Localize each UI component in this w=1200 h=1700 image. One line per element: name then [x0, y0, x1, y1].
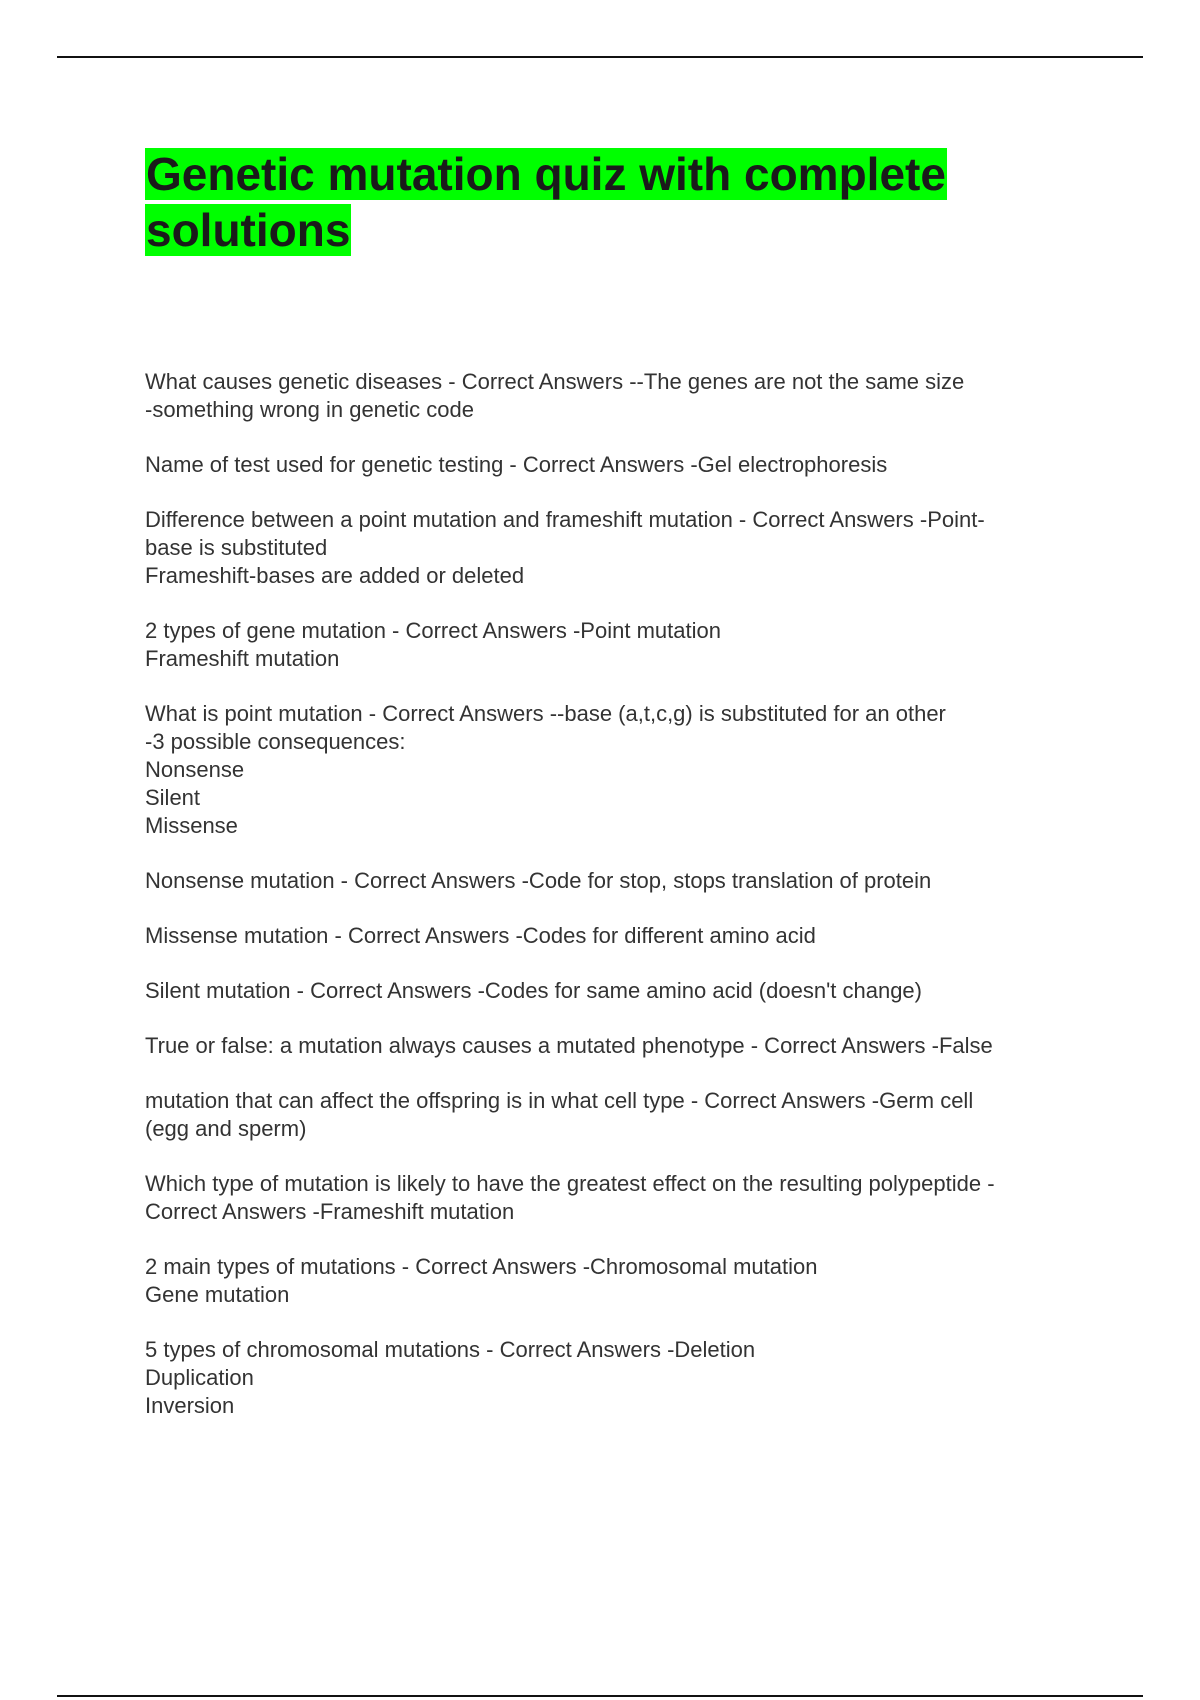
qa-item [145, 617, 1085, 673]
qa-list [145, 368, 1085, 1447]
qa-line: Correct Answers -Frameshift mutation [145, 1199, 515, 1224]
qa-line: 2 types of gene mutation - Correct Answers -Point mutation [145, 618, 721, 643]
qa-line: Inversion [145, 1393, 235, 1418]
qa-line: Frameshift-bases are added or deleted [145, 563, 525, 588]
qa-line: Nonsense [145, 757, 245, 782]
qa-line: base is substituted [145, 535, 328, 560]
qa-line: -3 possible consequences: [145, 729, 406, 754]
qa-item [145, 700, 1085, 840]
qa-item [145, 1253, 1085, 1309]
qa-line: Missense mutation - Correct Answers -Codes for different amino acid [145, 923, 816, 948]
qa-line: -something wrong in genetic code [145, 397, 474, 422]
qa-item [145, 1032, 1085, 1060]
qa-line: Difference between a point mutation and frameshift mutation - Correct Answers -Point- [145, 507, 985, 532]
qa-item [145, 867, 1085, 895]
qa-item [145, 922, 1085, 950]
qa-line: True or false: a mutation always causes a mutated phenotype - Correct Answers -False [145, 1033, 993, 1058]
qa-item [145, 977, 1085, 1005]
qa-item [145, 451, 1085, 479]
header-rule [57, 56, 1143, 58]
qa-item [145, 368, 1085, 424]
qa-line: Missense [145, 813, 238, 838]
qa-line: 5 types of chromosomal mutations - Correct Answers -Deletion [145, 1337, 756, 1362]
qa-item [145, 1087, 1085, 1143]
qa-line: Nonsense mutation - Correct Answers -Code for stop, stops translation of protein [145, 868, 932, 893]
qa-line: (egg and sperm) [145, 1116, 307, 1141]
document-title [145, 146, 1045, 258]
qa-line: Frameshift mutation [145, 646, 340, 671]
qa-line: What causes genetic diseases - Correct Answers --The genes are not the same size [145, 369, 965, 394]
title-highlight: Genetic mutation quiz with complete solutions [146, 148, 946, 256]
qa-line: Silent mutation - Correct Answers -Codes for same amino acid (doesn't change) [145, 978, 922, 1003]
qa-line: 2 main types of mutations - Correct Answers -Chromosomal mutation [145, 1254, 818, 1279]
qa-line: Silent [145, 785, 201, 810]
qa-item [145, 1170, 1085, 1226]
qa-line: Gene mutation [145, 1282, 290, 1307]
qa-item [145, 1336, 1085, 1420]
footer-rule [57, 1695, 1143, 1697]
qa-line: Name of test used for genetic testing - Correct Answers -Gel electrophoresis [145, 452, 888, 477]
qa-line: What is point mutation - Correct Answers --base (a,t,c,g) is substituted for an other [145, 701, 946, 726]
qa-item [145, 506, 1085, 590]
qa-line: mutation that can affect the offspring is in what cell type - Correct Answers -Germ cell [145, 1088, 974, 1113]
qa-line: Duplication [145, 1365, 254, 1390]
qa-line: Which type of mutation is likely to have the greatest effect on the resulting polypeptide - [145, 1171, 995, 1196]
